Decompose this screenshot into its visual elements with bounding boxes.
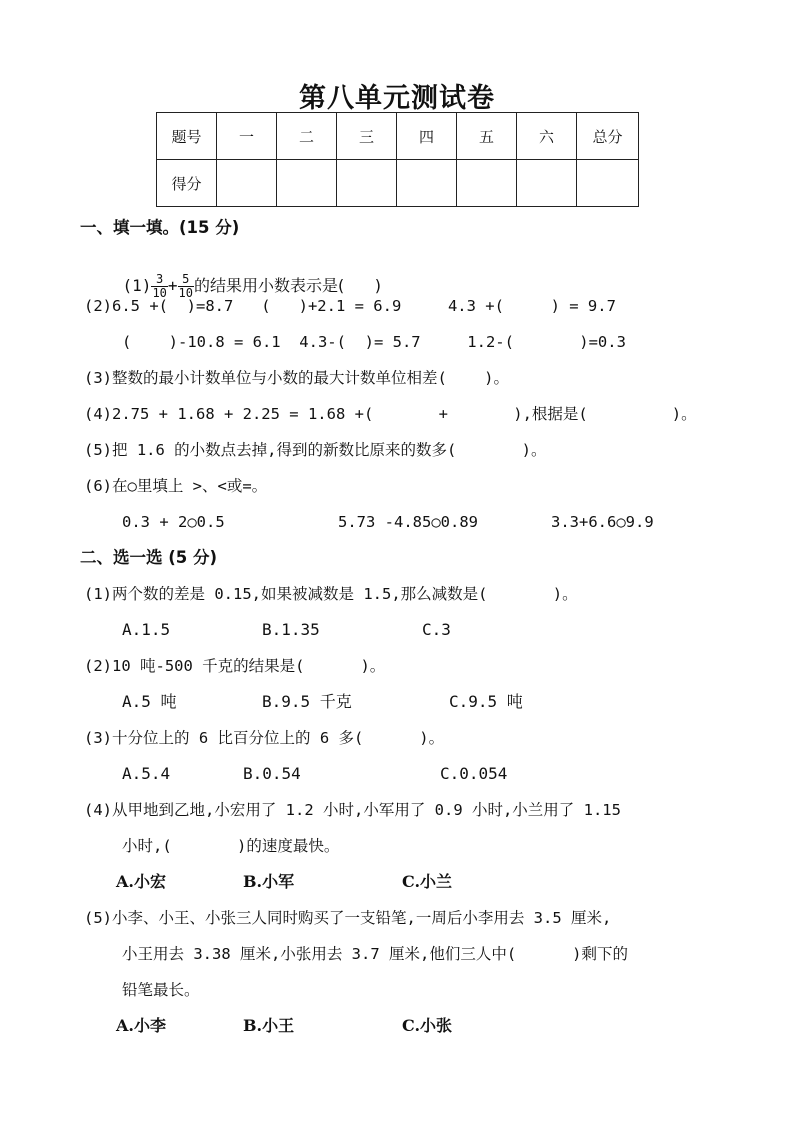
option-c[interactable]: C.小兰 <box>402 872 453 891</box>
score-cell[interactable] <box>577 160 639 207</box>
question-1-6: (6)在○里填上 >、<或=。 <box>84 477 268 495</box>
question-2-4-line1: (4)从甲地到乙地,小宏用了 1.2 小时,小军用了 0.9 小时,小兰用了 1.15 <box>84 801 621 819</box>
header-cell: 二 <box>277 113 337 160</box>
score-table-header-row <box>157 113 639 160</box>
question-2-1: (1)两个数的差是 0.15,如果被减数是 1.5,那么减数是( )。 <box>84 585 578 603</box>
question-number: (1) <box>122 276 152 295</box>
question-1-3: (3)整数的最小计数单位与小数的最大计数单位相差( )。 <box>84 369 509 387</box>
question-1-5: (5)把 1.6 的小数点去掉,得到的新数比原来的数多( )。 <box>84 441 547 459</box>
option-b[interactable]: B.9.5 千克 <box>262 692 352 711</box>
question-1-2-line1: (2)6.5 +( )=8.7 ( )+2.1 = 6.9 4.3 +( ) = 9.7 <box>84 297 616 315</box>
score-cell[interactable] <box>337 160 397 207</box>
option-a[interactable]: A.5 吨 <box>122 692 177 711</box>
question-2-2: (2)10 吨-500 千克的结果是( )。 <box>84 657 386 675</box>
option-b[interactable]: B.小军 <box>243 872 295 891</box>
option-a[interactable]: A.小宏 <box>116 872 166 891</box>
option-c[interactable]: C.3 <box>422 620 451 639</box>
header-cell: 三 <box>337 113 397 160</box>
plus-sign: + <box>167 276 178 295</box>
option-c[interactable]: C.9.5 吨 <box>449 692 523 711</box>
section-1-heading: 一、填一填。(15 分) <box>80 218 240 237</box>
option-b[interactable]: B.小王 <box>243 1016 295 1035</box>
score-cell[interactable] <box>217 160 277 207</box>
score-row-label: 得分 <box>157 160 217 207</box>
header-cell: 四 <box>397 113 457 160</box>
score-cell[interactable] <box>277 160 337 207</box>
score-cell[interactable] <box>457 160 517 207</box>
compare-item-1: 0.3 + 2○0.5 <box>122 513 225 531</box>
header-cell: 题号 <box>157 113 217 160</box>
score-table <box>156 112 639 207</box>
fraction-5-10: $\frac{5}{10}$ <box>178 272 193 300</box>
option-a[interactable]: A.5.4 <box>122 764 171 783</box>
option-b[interactable]: B.1.35 <box>262 620 320 639</box>
header-cell: 五 <box>457 113 517 160</box>
question-1-4: (4)2.75 + 1.68 + 2.25 = 1.68 +( + ),根据是( )。 <box>84 405 697 423</box>
question-2-5-line1: (5)小李、小王、小张三人同时购买了一支铅笔,一周后小李用去 3.5 厘米, <box>84 909 612 927</box>
question-2-5-line3: 铅笔最长。 <box>122 981 200 999</box>
option-b[interactable]: B.0.54 <box>243 764 301 783</box>
question-2-4-line2: 小时,( )的速度最快。 <box>122 837 340 855</box>
score-cell[interactable] <box>517 160 577 207</box>
option-c[interactable]: C.0.054 <box>440 764 508 783</box>
header-cell: 六 <box>517 113 577 160</box>
question-text: 的结果用小数表示是( ) <box>193 276 381 295</box>
header-cell: 总分 <box>577 113 639 160</box>
question-2-5-line2: 小王用去 3.38 厘米,小张用去 3.7 厘米,他们三人中( )剩下的 <box>122 945 628 963</box>
question-1-2-line2: ( )-10.8 = 6.1 4.3-( )= 5.7 1.2-( )=0.3 <box>122 333 626 351</box>
option-a[interactable]: A.1.5 <box>122 620 171 639</box>
compare-item-2: 5.73 -4.85○0.89 <box>338 513 478 531</box>
fraction-3-10: $\frac{3}{10}$ <box>152 272 167 300</box>
header-cell: 一 <box>217 113 277 160</box>
question-2-3: (3)十分位上的 6 比百分位上的 6 多( )。 <box>84 729 445 747</box>
score-table-score-row <box>157 160 639 207</box>
score-cell[interactable] <box>397 160 457 207</box>
compare-item-3: 3.3+6.6○9.9 <box>551 513 654 531</box>
section-2-heading: 二、选一选 (5 分) <box>80 548 218 567</box>
option-c[interactable]: C.小张 <box>402 1016 453 1035</box>
option-a[interactable]: A.小李 <box>116 1016 166 1035</box>
page-title: 第八单元测试卷 <box>299 83 495 114</box>
